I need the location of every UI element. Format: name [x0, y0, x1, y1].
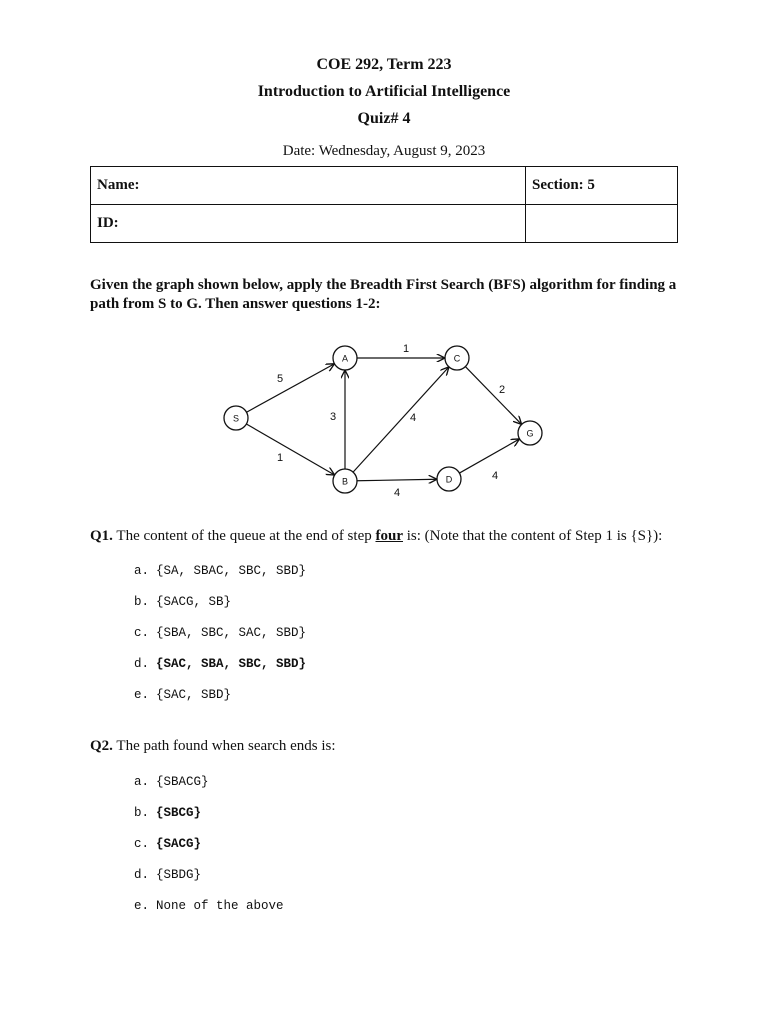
node-G — [518, 421, 542, 445]
quiz-title: Quiz# 4 — [357, 110, 411, 127]
edge-weight-B-C: 4 — [409, 412, 417, 424]
search-graph — [210, 336, 560, 506]
node-C — [445, 346, 469, 370]
edge-B-D — [357, 479, 437, 481]
quiz-date: Date: Wednesday, August 9, 2023 — [282, 143, 486, 159]
edge-weight-B-D: 4 — [393, 487, 401, 499]
q2-option-d[interactable]: d. {SBDG} — [134, 868, 202, 882]
node-A — [333, 346, 357, 370]
node-S — [224, 406, 248, 430]
q2-number: Q2. — [90, 738, 113, 754]
node-label-A: A — [341, 353, 349, 364]
node-label-D: D — [445, 474, 453, 485]
q2-option-b[interactable]: b. {SBCG} — [134, 806, 202, 820]
node-label-S: S — [232, 413, 240, 424]
edge-C-G — [465, 367, 521, 425]
instructions-text: Given the graph shown below, apply the Breadth First Search (BFS) algorithm for finding a path from S to G. Then answer questions 1-2: — [90, 277, 677, 312]
student-info-table — [90, 166, 678, 243]
question-1 — [90, 528, 662, 545]
subject-title: Introduction to Artificial Intelligence — [257, 83, 511, 100]
section-cell — [526, 167, 678, 205]
name-label: Name: — [97, 177, 140, 193]
q1-option-d[interactable]: d. {SAC, SBA, SBC, SBD} — [134, 657, 307, 671]
edge-S-B — [246, 424, 334, 475]
edge-weight-S-A: 5 — [276, 373, 284, 385]
node-label-C: C — [453, 353, 461, 364]
node-B — [333, 469, 357, 493]
empty-cell — [526, 205, 678, 243]
course-title: COE 292, Term 223 — [316, 56, 452, 73]
q1-option-a[interactable]: a. {SA, SBAC, SBC, SBD} — [134, 564, 307, 578]
section-label: Section: 5 — [532, 177, 595, 193]
node-D — [437, 467, 461, 491]
id-field[interactable] — [91, 205, 526, 243]
edge-weight-B-A: 3 — [329, 411, 337, 423]
name-field[interactable] — [91, 167, 526, 205]
edge-weight-C-G: 2 — [498, 384, 506, 396]
q1-number: Q1. — [90, 528, 113, 544]
question-2 — [90, 738, 336, 755]
edge-weight-S-B: 1 — [276, 452, 284, 464]
q1-option-b[interactable]: b. {SACG, SB} — [134, 595, 232, 609]
edge-D-G — [459, 439, 519, 473]
q1-options — [134, 563, 306, 718]
q2-option-e[interactable]: e. None of the above — [134, 899, 284, 913]
q1-text-before: The content of the queue at the end of step — [112, 528, 376, 544]
q1-option-e[interactable]: e. {SAC, SBD} — [134, 688, 232, 702]
q2-text: The path found when search ends is: — [112, 738, 336, 754]
q1-text-after: is: (Note that the content of Step 1 is {S}): — [402, 528, 663, 544]
id-label: ID: — [97, 215, 119, 231]
edge-S-A — [247, 364, 335, 412]
q1-option-c[interactable]: c. {SBA, SBC, SAC, SBD} — [134, 626, 307, 640]
q2-options — [134, 774, 284, 929]
q2-option-a[interactable]: a. {SBACG} — [134, 775, 209, 789]
q2-option-c[interactable]: c. {SACG} — [134, 837, 202, 851]
edge-weight-A-C: 1 — [402, 343, 410, 355]
edge-weight-D-G: 4 — [491, 470, 499, 482]
q1-emphasis: four — [375, 528, 403, 544]
node-label-G: G — [526, 428, 534, 439]
edge-B-C — [353, 367, 449, 472]
node-label-B: B — [341, 476, 349, 487]
